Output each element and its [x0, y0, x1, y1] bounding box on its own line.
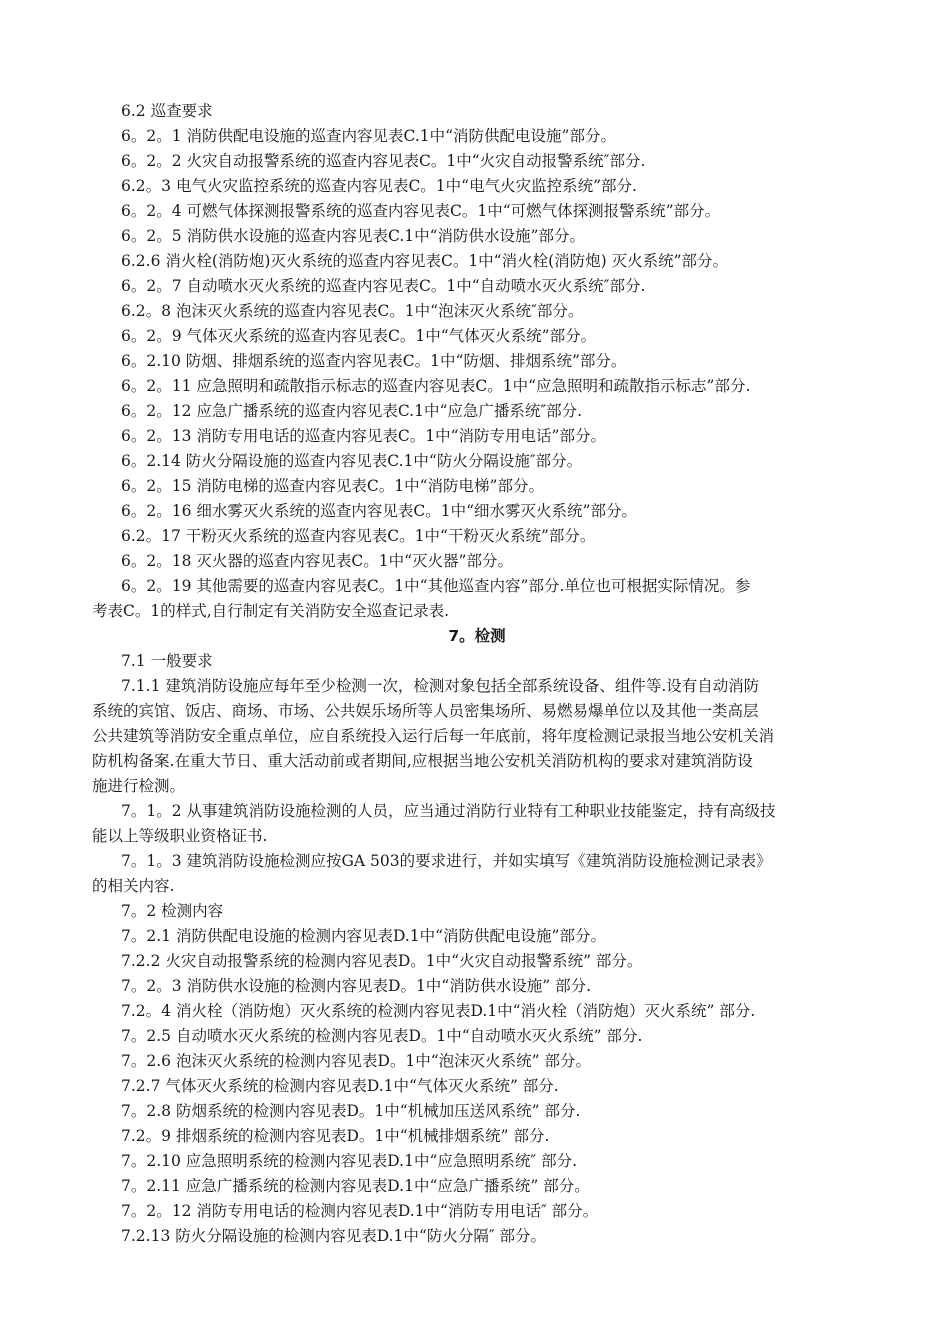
- text-line: 7.1.1 建筑消防设施应每年至少检测一次，检测对象包括全部系统设备、组件等.设有自动消防: [121, 677, 760, 695]
- text-line: 6。2.10 防烟、排烟系统的巡查内容见表C。1中“防烟、排烟系统”部分。: [121, 352, 627, 370]
- text-line: 7。2.6 泡沫灭火系统的检测内容见表D。1中“泡沫灭火系统” 部分。: [121, 1052, 592, 1070]
- text-line: 考表C。1的样式,自行制定有关消防安全巡查记录表.: [92, 602, 450, 620]
- text-line: 6。2。4 可燃气体探测报警系统的巡查内容见表C。1中“可燃气体探测报警系统”部分。: [121, 202, 721, 220]
- text-line: 6。2。13 消防专用电话的巡查内容见表C。1中“消防专用电话”部分。: [121, 427, 606, 445]
- text-line: 7。2。12 消防专用电话的检测内容见表D.1中“消防专用电话″ 部分。: [121, 1202, 599, 1220]
- text-line: 7。2.1 消防供配电设施的检测内容见表D.1中“消防供配电设施”部分。: [121, 927, 606, 945]
- text-line: 6。2。19 其他需要的巡查内容见表C。1中“其他巡查内容”部分.单位也可根据实际情况。参: [121, 577, 751, 595]
- text-line: 公共建筑等消防安全重点单位，应自系统投入运行后每一年底前，将年度检测记录报当地公安机关消: [92, 727, 775, 745]
- text-line: 能以上等级职业资格证书.: [92, 827, 268, 845]
- text-line: 7。2.5 自动喷水灭火系统的检测内容见表D。1中“自动喷水灭火系统” 部分.: [121, 1027, 643, 1045]
- text-line: 7.1 一般要求: [121, 652, 213, 670]
- text-line: 施进行检测。: [92, 777, 186, 795]
- text-line: 6.2 巡查要求: [121, 102, 213, 120]
- text-line: 系统的宾馆、饭店、商场、市场、公共娱乐场所等人员密集场所、易燃易爆单位以及其他一类高层: [92, 702, 759, 720]
- text-line: 7。1。3 建筑消防设施检测应按GA 503的要求进行，并如实填写《建筑消防设施检测记录表》: [121, 852, 772, 870]
- text-line: 7。2 检测内容: [121, 902, 224, 920]
- text-line: 7。2.11 应急广播系统的检测内容见表D.1中“应急广播系统” 部分。: [121, 1177, 590, 1195]
- text-line: 7.2。9 排烟系统的检测内容见表D。1中“机械排烟系统” 部分.: [121, 1127, 550, 1145]
- text-line: 6。2。16 细水雾灭火系统的巡查内容见表C。1中“细水雾灭火系统”部分。: [121, 502, 637, 520]
- text-line: 6。2。11 应急照明和疏散指示标志的巡查内容见表C。1中“应急照明和疏散指示标志”部分.: [121, 377, 751, 395]
- text-line: 6。2。2 火灾自动报警系统的巡查内容见表C。1中“火灾自动报警系统″部分.: [121, 152, 646, 170]
- text-line: 6。2。15 消防电梯的巡查内容见表C。1中“消防电梯”部分。: [121, 477, 544, 495]
- text-line: 7.2.2 火灾自动报警系统的检测内容见表D。1中“火灾自动报警系统” 部分。: [121, 952, 643, 970]
- text-line: 7。2.10 应急照明系统的检测内容见表D.1中“应急照明系统″ 部分.: [121, 1152, 578, 1170]
- text-line: 6.2。3 电气火灾监控系统的巡查内容见表C。1中“电气火灾监控系统”部分.: [121, 177, 637, 195]
- document-body: [92, 99, 862, 1249]
- text-line: 7。2.8 防烟系统的检测内容见表D。1中“机械加压送风系统” 部分.: [121, 1102, 581, 1120]
- text-line: 7.2.7 气体灭火系统的检测内容见表D.1中“气体灭火系统” 部分.: [121, 1077, 559, 1095]
- text-line: 7.2.13 防火分隔设施的检测内容见表D.1中“防火分隔″ 部分。: [121, 1227, 547, 1245]
- text-line: 7。2。3 消防供水设施的检测内容见表D。1中“消防供水设施” 部分.: [121, 977, 592, 995]
- text-line: 6。2。1 消防供配电设施的巡查内容见表C.1中“消防供配电设施”部分。: [121, 127, 616, 145]
- text-line: 6。2。18 灭火器的巡查内容见表C。1中“灭火器”部分。: [121, 552, 513, 570]
- section-heading: 7。检测: [448, 627, 506, 645]
- text-line: 6。2。12 应急广播系统的巡查内容见表C.1中“应急广播系统″部分.: [121, 402, 583, 420]
- text-line: 6.2。8 泡沫灭火系统的巡查内容见表C。1中“泡沫灭火系统″部分。: [121, 302, 584, 320]
- text-line: 7。1。2 从事建筑消防设施检测的人员，应当通过消防行业特有工种职业技能鉴定，持有高级技: [121, 802, 776, 820]
- text-line: 6。2。9 气体灭火系统的巡查内容见表C。1中“气体灭火系统”部分。: [121, 327, 597, 345]
- text-line: 6。2。7 自动喷水灭火系统的巡查内容见表C。1中“自动喷水灭火系统″部分.: [121, 277, 646, 295]
- text-line: 7.2。4 消火栓（消防炮）灭火系统的检测内容见表D.1中“消火栓（消防炮）灭火系统” 部分.: [121, 1002, 756, 1020]
- text-line: 6.2。17 干粉灭火系统的巡查内容见表C。1中“干粉灭火系统”部分。: [121, 527, 596, 545]
- text-line: 6。2.14 防火分隔设施的巡查内容见表C.1中“防火分隔设施″部分。: [121, 452, 583, 470]
- text-line: 6.2.6 消火栓(消防炮)灭火系统的巡查内容见表C。1中“消火栓(消防炮) 灭火系统”部分。: [121, 252, 729, 270]
- text-line: 的相关内容.: [92, 877, 175, 895]
- text-line: 6。2。5 消防供水设施的巡查内容见表C.1中“消防供水设施”部分。: [121, 227, 585, 245]
- text-line: 防机构备案.在重大节日、重大活动前或者期间,应根据当地公安机关消防机构的要求对建筑消防设: [92, 752, 753, 770]
